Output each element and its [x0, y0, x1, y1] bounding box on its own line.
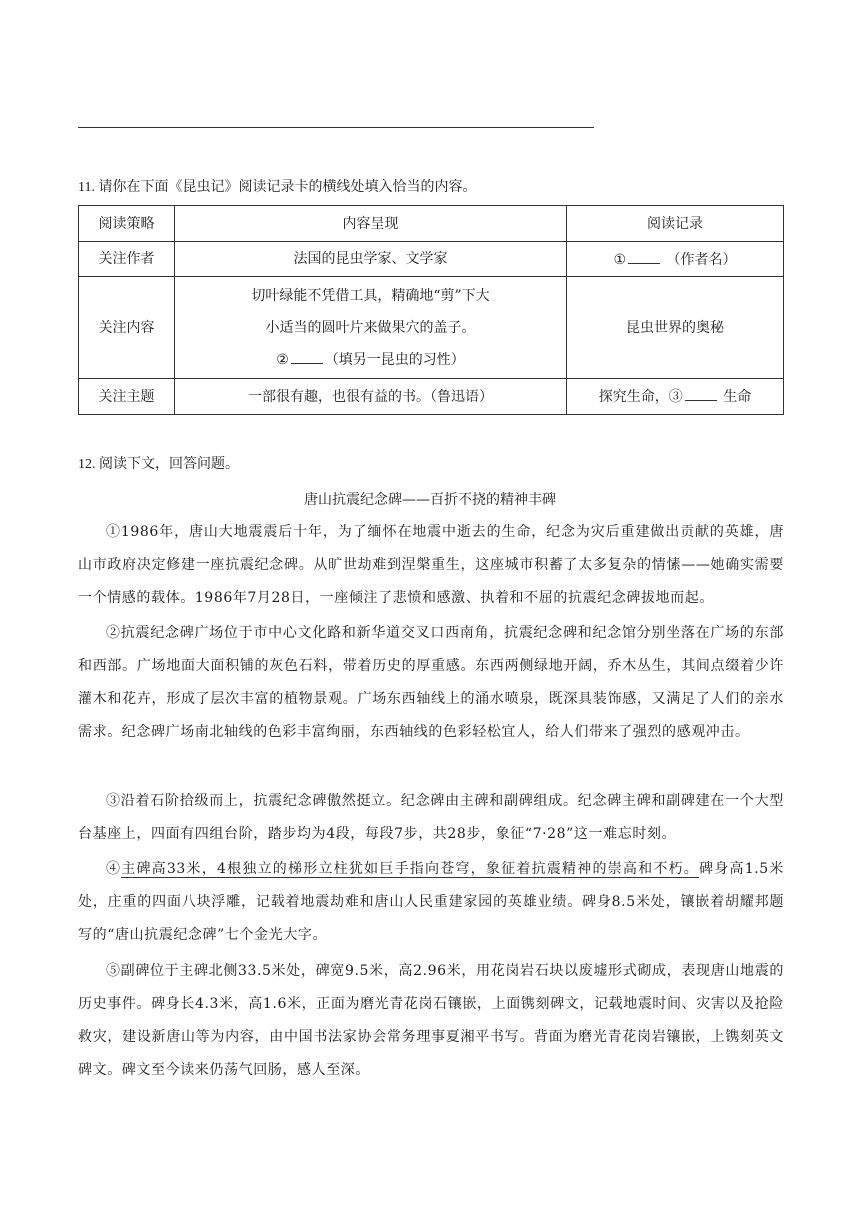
paragraph-3-text: ③沿着石阶拾级而上，抗震纪念碑傲然挺立。纪念碑由主碑和副碑组成。纪念碑主碑和副碑建在一个大型台基座上，四面有四组台阶，踏步均为4段，每段7步，共28步，象征“7·28”这一难忘时刻。 [78, 793, 784, 842]
table-row [79, 277, 784, 379]
fill-blank-2[interactable] [291, 349, 323, 364]
paragraph-4-text [78, 853, 784, 952]
paragraph-2 [78, 617, 784, 749]
paragraph-2-text: ②抗震纪念碑广场位于市中心文化路和新华道交叉口西南角，抗震纪念碑和纪念馆分别坐落在广场的东部和西部。广场地面大面积铺的灰色石料，带着历史的厚重感。东西两侧绿地开阔，乔木丛生，其间点缀着少许灌木和花卉，形成了层次丰富的植物景观。广场东西轴线上的涌水喷泉，既深具装饰感，又满足了人们的亲水需求。纪念碑广场南北轴线的色彩丰富绚丽，东西轴线的色彩轻松宜人，给人们带来了强烈的感观冲击。 [78, 625, 784, 740]
row2-content-line3 [181, 344, 560, 376]
row3-content: 一部很有趣，也很有益的书。（鲁迅语） [175, 379, 567, 415]
paragraph-5 [78, 955, 784, 1087]
question-11-heading: 11. 请你在下面《昆虫记》阅读记录卡的横线处填入恰当的内容。 [78, 180, 477, 195]
row3-record-suffix: 生命 [723, 389, 752, 405]
question-12-heading: 12. 阅读下文，回答问题。 [78, 457, 239, 472]
fill-blank-3[interactable] [685, 386, 717, 401]
paragraph-4-rest: 碑身高1.5米处，庄重的四面八块浮雕，记载着地震劫难和唐山人民重建家园的英雄业绩。碑身8.5米处，镶嵌着胡耀邦题写的“唐山抗震纪念碑”七个金光大字。 [78, 861, 785, 943]
row3-record-prefix: 探究生命，③ [598, 389, 683, 405]
answer-line [78, 127, 594, 128]
table-row [79, 242, 784, 277]
row2-strategy: 关注内容 [79, 277, 175, 379]
paragraph-3 [78, 785, 784, 851]
row2-content-line1: 切叶绿能不凭借工具，精确地“剪”下大 [251, 287, 490, 304]
row1-record-suffix: （作者名） [666, 251, 737, 268]
paragraph-4 [78, 853, 784, 952]
paragraph-1-text: ①1986年，唐山大地震震后十年，为了缅怀在地震中逝去的生命，纪念为灾后重建做出贡献的英雄，唐山市政府决定修建一座抗震纪念碑。从旷世劫难到涅槃重生，这座城市积蓄了太多复杂的情愫——她确实需要一个情感的载体。1986年7月28日，一座倾注了悲愤和感激、执着和不屈的抗震纪念碑拔地而起。 [78, 524, 784, 606]
row1-strategy: 关注作者 [79, 242, 175, 277]
row3-strategy: 关注主题 [79, 379, 175, 415]
article-title: 唐山抗震纪念碑——百折不挠的精神丰碑 [304, 492, 556, 508]
reading-record-table [78, 205, 784, 415]
table-row [79, 379, 784, 415]
header-content: 内容呈现 [175, 206, 567, 242]
header-record: 阅读记录 [567, 206, 784, 242]
row1-record-prefix: ① [613, 251, 627, 268]
underlined-sentence: 主碑高33米，4根独立的梯形立柱犹如巨手指向苍穹，象征着抗震精神的崇高和不朽。 [121, 861, 700, 877]
row2-content [175, 277, 567, 379]
fill-blank-1[interactable] [628, 249, 660, 264]
row2-line3-suffix: （填另一昆虫的习性） [324, 351, 465, 368]
row2-line3-prefix: ② [276, 351, 289, 368]
paragraph-5-text: ⑤副碑位于主碑北侧33.5米处，碑宽9.5米，高2.96米，用花岗岩石块以废墟形式砌成，表现唐山地震的历史事件。碑身长4.3米，高1.6米，正面为磨光青花岗石镶嵌，上面镌刻碑文，记载地震时间、灾害以及抢险救灾，建设新唐山等为内容，由中国书法家协会常务理事夏湘平书写。背面为磨光青花岗岩镶嵌，上镌刻英文碑文。碑文至今读来仍荡气回肠，感人至深。 [78, 963, 784, 1078]
paragraph-4-marker: ④ [106, 861, 122, 877]
row2-record: 昆虫世界的奥秘 [567, 277, 784, 379]
header-strategy: 阅读策略 [79, 206, 175, 242]
row1-content: 法国的昆虫学家、文学家 [175, 242, 567, 277]
row1-record [567, 242, 784, 277]
row3-record [567, 379, 784, 415]
row2-content-line2: 小适当的圆叶片来做果穴的盖子。 [265, 319, 476, 336]
table-header-row [79, 206, 784, 242]
paragraph-1 [78, 516, 784, 615]
